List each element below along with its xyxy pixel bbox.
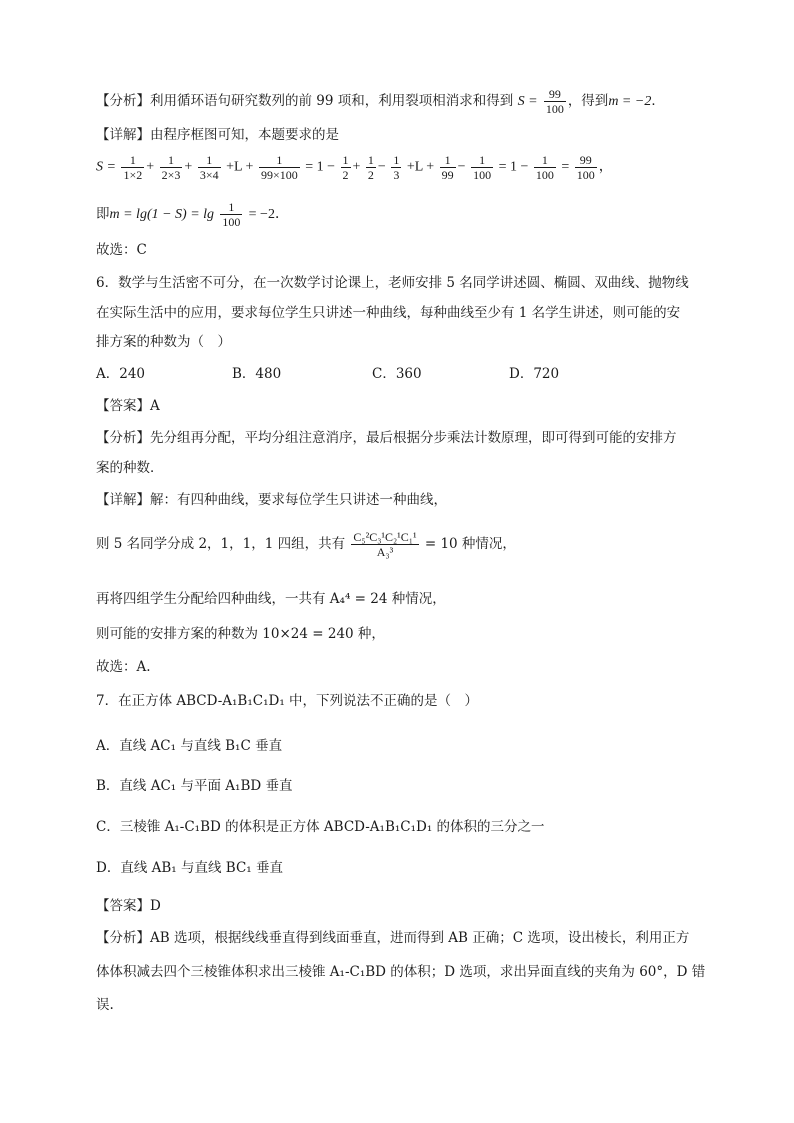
s1-m-line: 即m = lg(1 − S) = lg $\frac{1}{100}$ = −2． xyxy=(96,200,289,229)
s1-analysis-result: m = −2 xyxy=(608,94,652,109)
q7-option-b: B．直线 AC₁ 与平面 A₁BD 垂直 xyxy=(96,778,293,794)
q6-stem-line-2: 在实际生活中的应用，要求每位学生只讲述一种曲线，每种曲线至少有 1 名学生讲述，则可能的安 xyxy=(96,305,681,321)
s1-detail-line xyxy=(96,125,339,145)
s1-choice: 故选：C xyxy=(96,242,147,258)
q6-combination-fraction: $\frac{\text{C₅²C₃¹C₂¹C₁¹}}{\text{A₃³}}$ xyxy=(353,530,417,559)
q6-answer: A xyxy=(150,398,160,414)
frac-9: $\frac{1}{100}$ xyxy=(473,153,492,182)
frac-7: $\frac{1}{3}$ xyxy=(393,153,400,182)
q7-answer-line: 【答案】D xyxy=(96,898,161,914)
frac-2: $\frac{1}{2\times 3}$ xyxy=(161,153,181,182)
q6-answer-line xyxy=(96,396,160,416)
q7-option-c: C．三棱锥 A₁-C₁BD 的体积是正方体 ABCD-A₁B₁C₁D₁ 的体积的三分之一 xyxy=(96,819,545,835)
analysis-tag: 【分析】 xyxy=(96,93,150,109)
q6-option-a: A．240 xyxy=(96,366,146,382)
s1-m-fraction: $\frac{1}{100}$ xyxy=(222,200,241,229)
frac-10: $\frac{1}{100}$ xyxy=(535,153,554,182)
frac-1: $\frac{1}{1\times 2}$ xyxy=(123,153,143,182)
s1-analysis-fraction: $\frac{99}{100}$ xyxy=(545,87,564,116)
detail-tag: 【详解】 xyxy=(96,127,150,143)
q6-option-d: D．720 xyxy=(509,366,560,382)
q7-option-d: D．直线 AB₁ 与直线 BC₁ 垂直 xyxy=(96,860,283,876)
frac-11: $\frac{99}{100}$ xyxy=(576,153,595,182)
q6-analysis-line-2: 案的种数． xyxy=(96,460,164,476)
frac-3: $\frac{1}{3\times 4}$ xyxy=(199,153,219,182)
s1-analysis-line: 【分析】利用循环语句研究数列的前 99 项和，利用裂项相消求和得到 S = $\frac{99}{100}$ ，得到m = −2． xyxy=(96,87,665,116)
s1-detail-text: 由程序框图可知，本题要求的是 xyxy=(150,127,339,143)
s1-m-expr: m = lg(1 − S) = lg xyxy=(109,207,215,222)
answer-tag: 【答案】 xyxy=(96,398,150,414)
q7-option-a: A．直线 AC₁ 与直线 B₁C 垂直 xyxy=(96,738,283,754)
q6-detail-line-2: 则 5 名同学分成 2，1，1，1 四组，共有 $\frac{\text{C₅²C₃¹C₂¹C₁¹}}{\text{A₃³}}$ = 10 种情况， xyxy=(96,530,516,559)
q6-detail-line-4: 则可能的安排方案的种数为 10×24 = 240 种， xyxy=(96,626,385,642)
q7-analysis-line-1: 【分析】AB 选项，根据线线垂直得到线面垂直，进而得到 AB 正确；C 选项，设出棱长，利用正方 xyxy=(96,930,690,946)
q6-stem-line-3: 排方案的种数为（ ） xyxy=(96,334,231,350)
frac-6: $\frac{1}{2}$ xyxy=(367,153,374,182)
s1-sum-formula: S = $\frac{1}{1\times 2}$ + $\frac{1}{2\times 3}$ + $\frac{1}{3\times 4}$ +L + $\frac{1}{99\times 100}$ = 1 − $\frac{1}{2}$ + $\frac{1}{2}$ − $\frac{1}{3}$ +L + $\frac{1}{99}$ − $\frac{1}{100}$ = 1 − $\frac{1}{100}$ = $\frac{99}{100}$ ， xyxy=(96,153,613,182)
s1-analysis-text: 利用循环语句研究数列的前 99 项和，利用裂项相消求和得到 xyxy=(150,93,514,109)
q6-detail-line-3: 再将四组学生分配给四种曲线，一共有 A₄⁴ = 24 种情况， xyxy=(96,591,446,607)
q6-stem-line-1: 6．数学与生活密不可分，在一次数学讨论课上，老师安排 5 名同学讲述圆、椭圆、双曲线、抛物线 xyxy=(96,275,689,291)
s1-analysis-eq: S = xyxy=(517,94,538,109)
q6-detail-line-1: 【详解】解：有四种曲线，要求每位学生只讲述一种曲线， xyxy=(96,492,447,508)
q6-choice: 故选：A. xyxy=(96,659,151,675)
q6-option-b: B．480 xyxy=(232,366,282,382)
q6-option-c: C．360 xyxy=(372,366,422,382)
q7-answer: D xyxy=(150,898,161,914)
q7-stem: 7．在正方体 ABCD-A₁B₁C₁D₁ 中，下列说法不正确的是（ ） xyxy=(96,693,479,709)
q6-analysis-line-1: 【分析】先分组再分配，平均分组注意消序，最后根据分步乘法计数原理，即可得到可能的安排方 xyxy=(96,430,677,446)
frac-4: $\frac{1}{99\times 100}$ xyxy=(260,153,298,182)
q7-analysis-line-3: 误. xyxy=(96,997,114,1013)
frac-5: $\frac{1}{2}$ xyxy=(342,153,349,182)
q7-analysis-line-2: 体体积减去四个三棱锥体积求出三棱锥 A₁-C₁BD 的体积；D 选项，求出异面直线的夹角为 60°，D 错 xyxy=(96,964,706,980)
frac-8: $\frac{1}{99}$ xyxy=(441,153,454,182)
